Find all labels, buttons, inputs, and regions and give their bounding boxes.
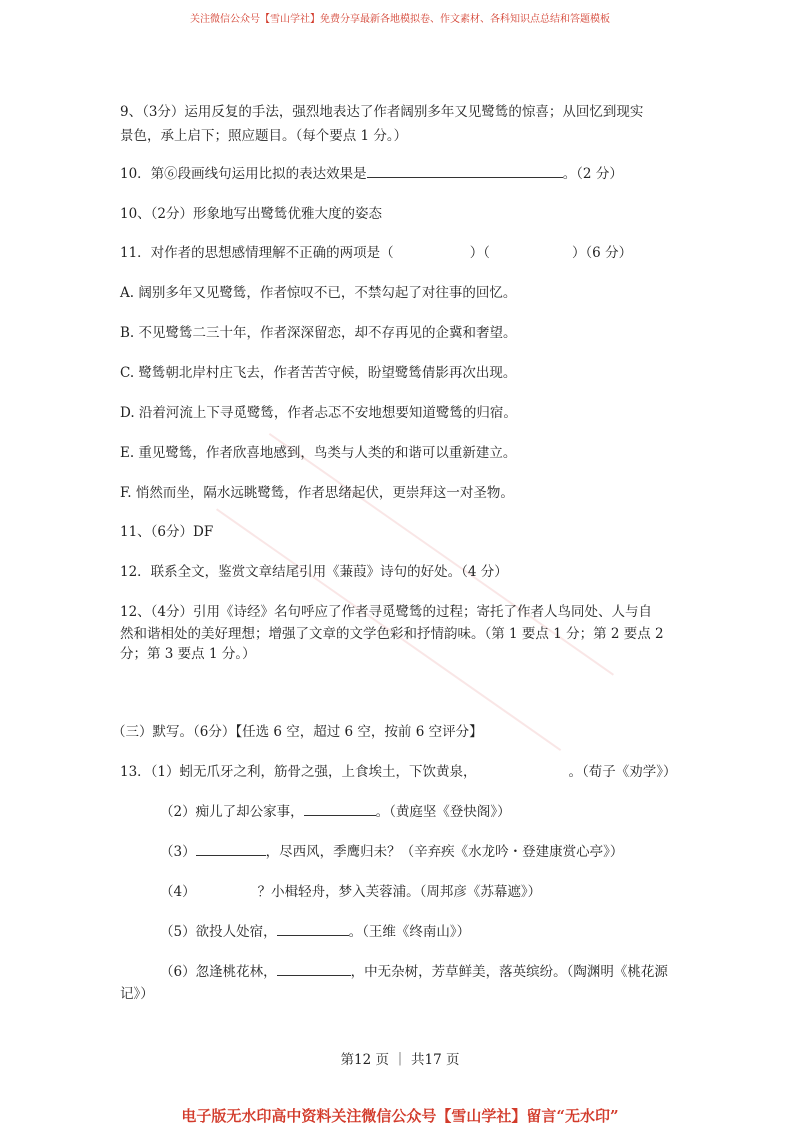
q13-item5-source: 。（王维《终南山》） [348, 924, 471, 940]
q13-item6-end: 记》） [120, 986, 154, 1002]
answer-blank [196, 841, 266, 856]
q10-question [120, 162, 623, 182]
q13-item3-prefix: （3） [160, 844, 196, 860]
q13-item6-mid: ，中无杂树，芳草鲜美，落英缤纷。（陶渊明《桃花源 [350, 964, 668, 980]
q13-item1 [120, 760, 677, 780]
page-number: 第12 页 ｜ 共17 页 [340, 1052, 460, 1068]
answer-blank [367, 163, 563, 178]
q9-answer-line2: 景色，承上启下；照应题目。（每个要点 1 分。） [120, 128, 408, 144]
q13-item1-text: 13．（1）蚓无爪牙之利，筋骨之强，上食埃土，下饮黄泉， [120, 764, 477, 780]
q13-item4-prefix: （4） [160, 884, 196, 900]
q9-answer-line1: 9、（3分）运用反复的手法，强烈地表达了作者阔别多年又见鹭鸶的惊喜；从回忆到现实 [120, 104, 644, 120]
q13-item3 [160, 840, 623, 860]
q13-item3-text: ，尽西风，季鹰归未？（辛弃疾《水龙吟・登建康赏心亭》） [265, 844, 624, 860]
q13-item1-source: 。（荀子《劝学》） [568, 764, 677, 780]
header-banner: 关注微信公众号【雪山学社】免费分享最新各地模拟卷、作文素材、各科知识点总结和答题模板 [190, 14, 610, 25]
q13-item4 [160, 880, 541, 900]
q13-item6-text: （6）忽逢桃花林， [160, 964, 277, 980]
q11-option-c: C. 鹭鸶朝北岸村庄飞去，作者苦苦守候，盼望鹭鸶倩影再次出现。 [120, 365, 517, 381]
q13-item5 [160, 920, 470, 940]
q13-item2 [160, 800, 511, 820]
answer-blank [277, 961, 351, 976]
q11-question-mid: ）（ [469, 245, 490, 261]
q13-item4-text: ？小楫轻舟，梦入芙蓉浦。（周邦彦《苏幕遮》） [257, 884, 542, 900]
answer-blank [277, 921, 349, 936]
q12-answer-line2: 然和谐相处的美好理想；增强了文章的文学色彩和抒情韵味。（第 1 要点 1 分；第 2 要点 2 [120, 626, 664, 642]
q11-option-f: F. 悄然而坐，隔水远眺鹭鸶，作者思绪起伏，更崇拜这一对圣物。 [120, 485, 514, 501]
q10-question-suffix: 。（2 分） [562, 166, 623, 182]
q11-answer: 11、（6分）DF [120, 524, 214, 540]
q11-option-d: D. 沿着河流上下寻觅鹭鸶，作者忐忑不安地想要知道鹭鸶的归宿。 [120, 405, 517, 421]
section3-title: （三）默写。（6分）【任选 6 空，超过 6 空，按前 6 空评分】 [112, 724, 483, 740]
q13-item6 [160, 960, 668, 980]
q11-question-end: ）（6 分） [571, 245, 633, 261]
q11-question [120, 241, 632, 261]
q10-question-prefix: 10．第⑥段画线句运用比拟的表达效果是 [120, 166, 367, 182]
answer-blank [304, 801, 376, 816]
q13-item2-source: 。（黄庭坚《登快阁》） [375, 804, 511, 820]
footer-banner: 电子版无水印高中资料关注微信公众号【雪山学社】留言“无水印” [181, 1107, 619, 1125]
q10-answer: 10、（2分）形象地写出鹭鸶优雅大度的姿态 [120, 206, 383, 222]
q13-item2-text: （2）痴儿了却公家事， [160, 804, 304, 820]
q13-item5-text: （5）欲投人处宿， [160, 924, 277, 940]
q11-question-text: 11．对作者的思想感情理解不正确的两项是（ [120, 245, 394, 261]
q12-answer-line3: 分；第 3 要点 1 分。） [120, 646, 256, 662]
q11-option-a: A. 阔别多年又见鹭鸶，作者惊叹不已，不禁勾起了对往事的回忆。 [120, 285, 517, 301]
q12-question: 12．联系全文，鉴赏文章结尾引用《蒹葭》诗句的好处。（4 分） [120, 564, 508, 580]
q11-option-b: B. 不见鹭鸶二三十年，作者深深留恋，却不存再见的企冀和奢望。 [120, 325, 517, 341]
q11-option-e: E. 重见鹭鸶，作者欣喜地感到，鸟类与人类的和谐可以重新建立。 [120, 445, 517, 461]
q12-answer-line1: 12、（4分）引用《诗经》名句呼应了作者寻觅鹭鸶的过程；寄托了作者人鸟同处、人与自 [120, 604, 653, 620]
